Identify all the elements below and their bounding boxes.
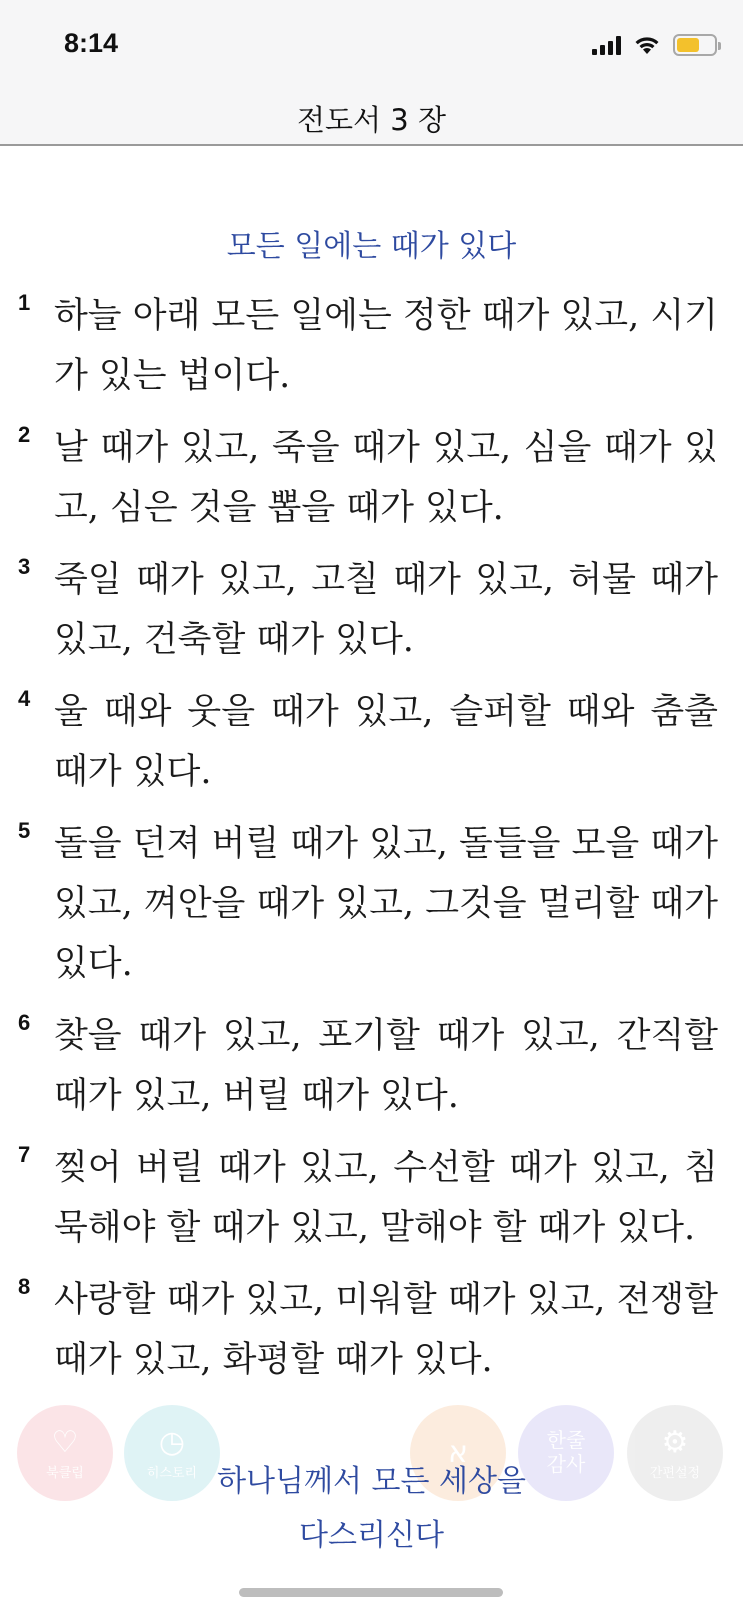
heart-icon: ♡ [51,1424,79,1460]
home-indicator[interactable] [239,1588,503,1597]
verse-text[interactable]: 돌을 던져 버릴 때가 있고, 돌들을 모을 때가 있고, 껴안을 때가 있고, 그것을 멀리할 때가 있다. [54,824,718,984]
verse-item[interactable] [18,1270,718,1390]
aleph-icon: א [447,1435,469,1470]
verse-list [18,286,718,1402]
verse-text[interactable]: 찾을 때가 있고, 포기할 때가 있고, 간직할 때가 있고, 버릴 때가 있다. [54,1016,718,1116]
verse-item[interactable] [18,286,718,406]
status-time: 8:14 [64,28,119,58]
battery-icon [673,34,717,56]
next-heading-line2: 다스리신다 [299,1518,444,1553]
verse-number: 2 [18,422,31,447]
signal-icon [592,35,621,55]
verse-number: 5 [18,818,31,843]
verse-item[interactable] [18,550,718,670]
verse-text[interactable]: 날 때가 있고, 죽을 때가 있고, 심을 때가 있고, 심은 것을 뽑을 때가 있다. [54,428,718,528]
chapter-content[interactable] [0,146,743,1609]
clock-icon: ◷ [158,1424,186,1460]
gear-icon: ⚙ [661,1424,689,1460]
verse-text[interactable]: 찢어 버릴 때가 있고, 수선할 때가 있고, 침묵해야 할 때가 있고, 말해야 할 때가 있다. [54,1148,718,1248]
verse-item[interactable] [18,1138,718,1258]
verse-item[interactable] [18,814,718,994]
verse-text[interactable]: 사랑할 때가 있고, 미워할 때가 있고, 전쟁할 때가 있고, 화평할 때가 있다. [54,1280,718,1380]
verse-number: 7 [18,1142,31,1167]
verse-item[interactable] [18,1006,718,1126]
history-label: 히스토리 [146,1464,198,1480]
top-bar [0,0,743,146]
verse-item[interactable] [18,682,718,802]
oneline-thanks-label: 한줄 감사 [546,1430,586,1476]
wifi-icon [633,35,661,55]
verse-number: 3 [18,554,31,579]
verse-number: 6 [18,1010,31,1035]
status-icons [592,30,717,60]
next-heading-line1: 하나님께서 모든 세상을 [217,1464,526,1499]
next-section-heading [0,1455,743,1563]
verse-number: 4 [18,686,31,711]
verse-text[interactable]: 죽일 때가 있고, 고칠 때가 있고, 허물 때가 있고, 건축할 때가 있다. [54,560,718,660]
section-heading: 모든 일에는 때가 있다 [226,229,517,264]
verse-text[interactable]: 하늘 아래 모든 일에는 정한 때가 있고, 시기가 있는 법이다. [54,296,718,396]
verse-number: 1 [18,290,31,315]
verse-item[interactable] [18,418,718,538]
verse-number: 8 [18,1274,31,1299]
quick-settings-label: 간편설정 [649,1464,701,1480]
bookclip-label: 북클립 [46,1464,84,1480]
chapter-title[interactable]: 전도서 3 장 [297,103,446,137]
verse-text[interactable]: 울 때와 웃을 때가 있고, 슬퍼할 때와 춤출 때가 있다. [54,692,718,792]
